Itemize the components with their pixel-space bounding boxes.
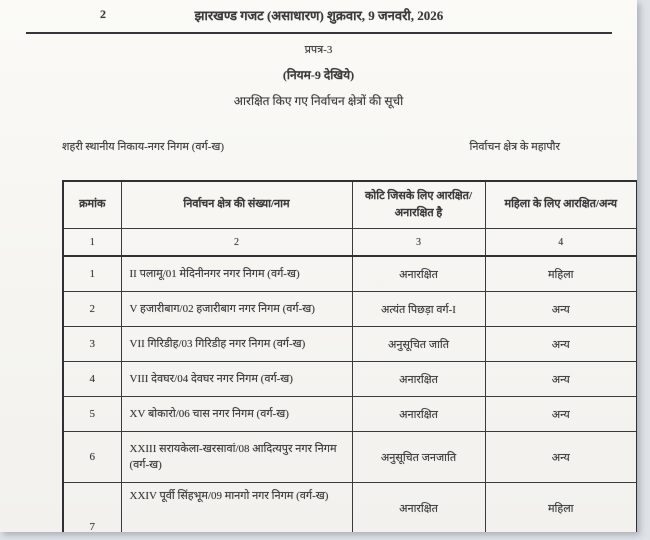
cell-constituency: VII गिरिडीह/03 गिरिडीह नगर निगम (वर्ग-ख) — [121, 327, 352, 362]
cell-serial: 6 — [63, 432, 121, 483]
cell-category: अनुसूचित जनजाति — [352, 432, 485, 483]
reservation-table — [62, 180, 637, 532]
header-constituency: निर्वाचन क्षेत्र की संख्या/नाम — [121, 181, 352, 229]
column-number: 2 — [121, 229, 352, 257]
cell-category: अनारक्षित — [352, 397, 485, 432]
column-number: 3 — [352, 229, 485, 257]
form-number-line: प्रपत्र-3 — [304, 44, 333, 56]
mayor-label: निर्वाचन क्षेत्र के महापौर — [469, 141, 560, 153]
table-row — [63, 483, 637, 533]
cell-serial: 3 — [63, 327, 121, 362]
header-serial: क्रमांक — [63, 181, 121, 229]
table-row — [63, 327, 637, 362]
table-row — [63, 397, 637, 432]
cell-category: अनारक्षित — [352, 483, 485, 533]
column-number: 1 — [63, 229, 121, 257]
header-women: महिला के लिए आरक्षित/अन्य — [485, 181, 637, 229]
cell-women: अन्य — [485, 432, 637, 483]
cell-category: अत्यंत पिछड़ा वर्ग-I — [352, 292, 485, 327]
column-number-row — [63, 229, 637, 257]
table-row — [63, 292, 637, 327]
table-row — [63, 432, 637, 483]
rule-reference-line: (नियम-9 देखिये) — [282, 68, 355, 82]
gazette-masthead — [26, 6, 612, 34]
cell-serial: 7 — [63, 483, 121, 533]
column-number: 4 — [485, 229, 637, 257]
gazette-title: झारखण्ड गजट (असाधारण) शुक्रवार, 9 जनवरी, 2026 — [194, 8, 444, 23]
header-category: कोटि जिसके लिए आरक्षित/अनारक्षित है — [352, 181, 485, 229]
cell-constituency: II पलामू/01 मेदिनीनगर नगर निगम (वर्ग-ख) — [121, 256, 352, 292]
cell-category: अनारक्षित — [352, 256, 485, 292]
table-row — [63, 362, 637, 397]
cell-women: अन्य — [485, 397, 637, 432]
table-row — [63, 256, 637, 292]
body-meta-row — [62, 139, 560, 154]
cell-women: अन्य — [485, 362, 637, 397]
cell-women: महिला — [485, 256, 637, 292]
list-subtitle: आरक्षित किए गए निर्वाचन क्षेत्रों की सूची — [233, 94, 404, 108]
cell-category: अनुसूचित जाति — [352, 327, 485, 362]
cell-women: अन्य — [485, 327, 637, 362]
cell-women: महिला — [485, 483, 637, 533]
cell-constituency: XXIV पूर्वी सिंहभूम/09 मानगो नगर निगम (वर्ग-ख) — [121, 483, 352, 533]
cell-serial: 1 — [63, 256, 121, 292]
cell-constituency: XXIII सरायकेला-खरसावां/08 आदित्यपुर नगर निगम (वर्ग-ख) — [121, 432, 352, 483]
body-type-label: शहरी स्थानीय निकाय-नगर निगम (वर्ग-ख) — [62, 141, 225, 153]
cell-serial: 4 — [63, 362, 121, 397]
cell-constituency: VIII देवघर/04 देवघर नगर निगम (वर्ग-ख) — [121, 362, 352, 397]
cell-women: अन्य — [485, 292, 637, 327]
cell-constituency: V हजारीबाग/02 हजारीबाग नगर निगम (वर्ग-ख) — [121, 292, 352, 327]
cell-serial: 2 — [63, 292, 121, 327]
cell-constituency: XV बोकारो/06 चास नगर निगम (वर्ग-ख) — [121, 397, 352, 432]
table-header-row — [63, 181, 637, 229]
page-number: 2 — [100, 7, 106, 21]
cell-category: अनारक्षित — [352, 362, 485, 397]
cell-serial: 5 — [63, 397, 121, 432]
